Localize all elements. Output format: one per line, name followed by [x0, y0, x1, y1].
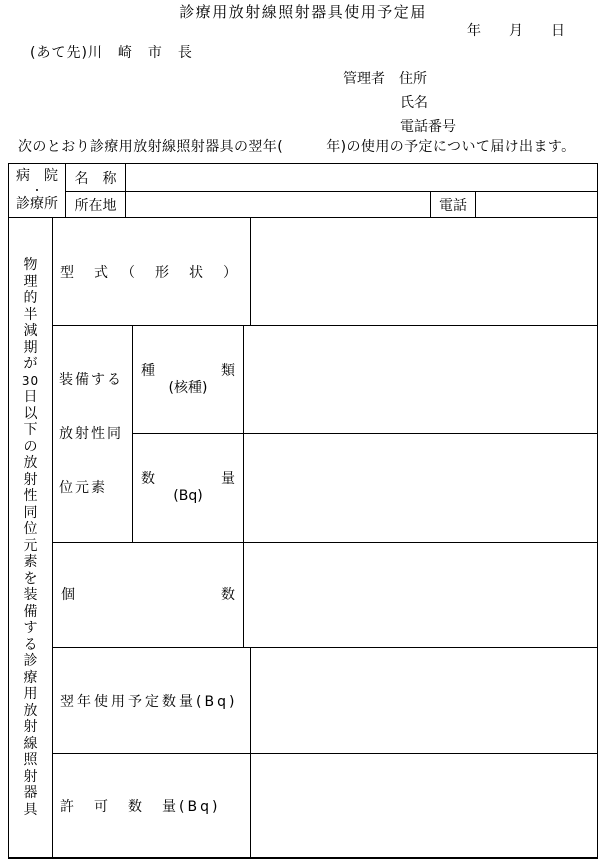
unit-count-value-cell [244, 543, 597, 648]
group-label-char: 減 [23, 323, 38, 339]
group-label-char: 素 [23, 554, 38, 570]
group-label-char: 下 [23, 422, 38, 438]
facility-group-dot: ・ [31, 184, 43, 197]
group-label-char: の [23, 438, 38, 455]
group-label-char: 物 [23, 257, 38, 273]
manager-address-label: 管理者 住所 [343, 71, 427, 87]
group-label-char: 照 [23, 752, 38, 768]
group-label-char: 具 [23, 801, 38, 818]
group-label-char: 以 [23, 405, 38, 422]
facility-address-value-cell [126, 192, 431, 217]
group-label-char: 性 [23, 488, 38, 504]
facility-name-label: 名 称 [66, 164, 126, 192]
equip-label-line3: 位元素 [59, 480, 107, 496]
count-label-left: 個 [61, 586, 75, 603]
qty-label-sub: (Bq) [173, 488, 203, 504]
group-label-char: 半 [23, 306, 38, 323]
main-table [8, 217, 598, 859]
facility-group-line1: 病 院 [16, 168, 58, 184]
group-label-char: を [23, 570, 38, 587]
group-label-char: 的 [23, 290, 38, 306]
group-label-char: 元 [23, 537, 38, 554]
group-label-char: 期 [23, 339, 38, 356]
addressee-line: (あて先)川 崎 市 長 [30, 45, 193, 61]
qty-label-right: 量 [221, 471, 235, 487]
kind-label-left: 種 [141, 362, 155, 379]
kind-nuclide-value-cell [244, 326, 597, 434]
date-line: 年 月 日 [467, 23, 565, 39]
kind-nuclide-label [133, 326, 244, 434]
permitted-quantity-value-cell [244, 754, 597, 857]
group-label-char: 射 [23, 768, 38, 785]
group-label-char: 器 [23, 785, 38, 801]
group-label-char: 理 [23, 273, 38, 290]
group-label-char: 備 [23, 603, 38, 620]
group-label-char: 射 [23, 719, 38, 735]
group-label-char: 30 [21, 373, 40, 388]
facility-group-line2: 診療所 [16, 196, 58, 212]
next-year-planned-quantity-label: 翌年使用予定数量(Bq) [53, 648, 251, 754]
kind-label-right: 類 [221, 362, 235, 379]
form-title: 診療用放射線照射器具使用予定届 [179, 3, 427, 21]
equip-label-line1: 装備する [59, 372, 123, 388]
group-label-char: 療 [23, 669, 38, 686]
equipped-isotope-label [53, 326, 133, 543]
facility-group-label [9, 164, 66, 217]
model-shape-value-cell [244, 218, 597, 326]
group-label-char: す [23, 620, 38, 636]
manager-name-label: 氏名 [400, 95, 428, 111]
group-label-char: 射 [23, 471, 38, 488]
qty-label-left: 数 [141, 471, 155, 487]
intro-sentence: 次のとおり診療用放射線照射器具の翌年( 年)の使用の予定について届け出ます。 [18, 139, 576, 155]
kind-label-sub: (核種) [168, 379, 208, 396]
count-label-right: 数 [221, 586, 235, 603]
model-shape-label: 型 式 （ 形 状 ） [53, 218, 251, 326]
facility-tel-value-cell [476, 192, 597, 217]
quantity-bq-value-cell [244, 434, 597, 543]
group-label-char: 線 [23, 735, 38, 752]
group-label-char: 放 [23, 455, 38, 471]
group-label-char: 位 [23, 521, 38, 537]
group-label-char: 同 [23, 504, 38, 521]
facility-table [8, 163, 598, 218]
manager-phone-label: 電話番号 [400, 119, 456, 135]
group-label-char: 用 [23, 686, 38, 702]
row-group-vertical-label [9, 218, 53, 857]
group-label-char: 放 [23, 702, 38, 719]
unit-count-label [53, 543, 244, 648]
group-label-char: る [23, 636, 38, 653]
facility-name-value-cell [126, 164, 597, 192]
permitted-quantity-label: 許 可 数 量(Bq) [53, 754, 251, 857]
group-label-char: 診 [23, 653, 38, 669]
group-label-char: 装 [23, 587, 38, 603]
facility-tel-label: 電話 [431, 192, 476, 217]
next-year-planned-quantity-value-cell [244, 648, 597, 754]
quantity-bq-label [133, 434, 244, 543]
equip-label-line2: 放射性同 [59, 426, 123, 442]
group-label-char: 日 [23, 389, 38, 405]
facility-address-label: 所在地 [66, 192, 126, 217]
group-label-char: が [23, 356, 38, 372]
